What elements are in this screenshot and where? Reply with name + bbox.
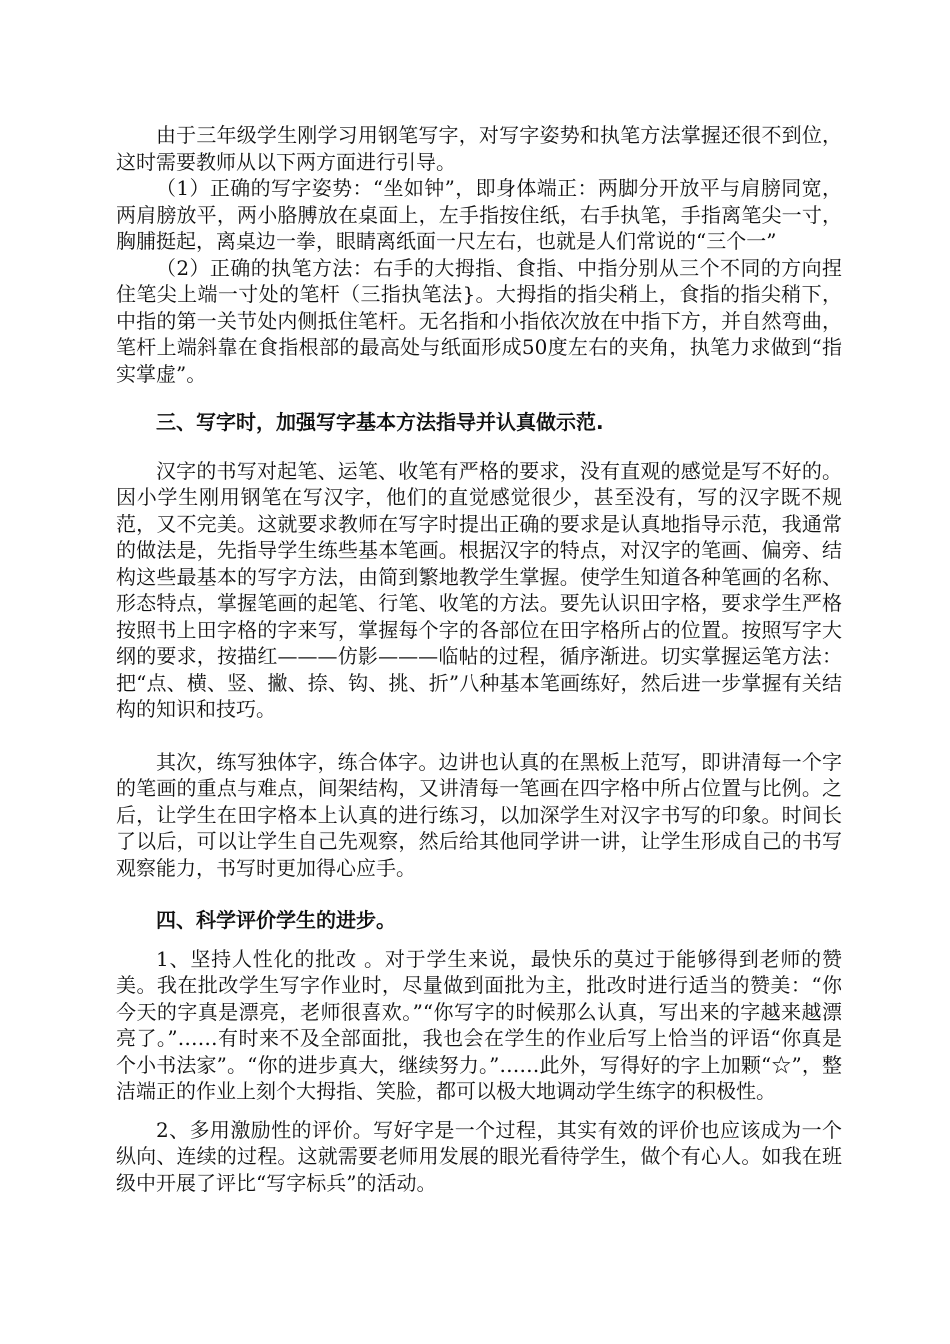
- paragraph-pen-grip: （2）正确的执笔方法：右手的大拇指、食指、中指分别从三个不同的方向捏住笔尖上端一寸处的笔杆（三指执笔法}。大拇指的指尖稍上，食指的指尖稍下，中指的第一关节处内侧抵住笔杆。无名指和小指依次放在中指下方，并自然弯曲，笔杆上端斜靠在食指根部的最高处与纸面形成50度左右的夹角，执笔力求做到“指实掌虚”。: [116, 255, 842, 386]
- spacer: [116, 1105, 842, 1117]
- paragraph-character-practice: 其次，练写独体字，练合体字。边讲也认真的在黑板上范写，即讲清每一个字的笔画的重点与难点，间架结构，又讲清每一笔画在四字格中所占位置与比例。之后，让学生在田字格本上认真的进行练习，以加深学生对汉字书写的印象。时间长了以后，可以让学生自己先观察，然后给其他同学讲一讲，让学生形成自己的书写观察能力，书写时更加得心应手。: [116, 749, 842, 880]
- paragraph-humanized-grading: 1、坚持人性化的批改 。对于学生来说，最快乐的莫过于能够得到老师的赞美。我在批改学生写字作业时，尽量做到面批为主，批改时进行适当的赞美：“你今天的字真是漂亮，老师很喜欢。”“你写字的时候那么认真，写出来的字越来越漂亮了。”……有时来不及全部面批，我也会在学生的作业后写上恰当的评语“你真是个小书法家”。“你的进步真大，继续努力。”……此外，写得好的字上加颗“☆”，整洁端正的作业上刻个大拇指、笑脸，都可以极大地调动学生练字的积极性。: [116, 946, 842, 1103]
- paragraph-basic-strokes: 汉字的书写对起笔、运笔、收笔有严格的要求，没有直观的感觉是写不好的。因小学生刚用钢笔在写汉字，他们的直觉感觉很少，甚至没有，写的汉字既不规范，又不完美。这就要求教师在写字时提出正确的要求是认真地指导示范，我通常的做法是，先指导学生练些基本笔画。根据汉字的特点，对汉字的笔画、偏旁、结构这些最基本的写字方法，由简到繁地教学生掌握。使学生知道各种笔画的名称、形态特点，掌握笔画的起笔、行笔、收笔的方法。要先认识田字格，要求学生严格按照书上田字格的字来写，掌握每个字的各部位在田字格所占的位置。按照写字大纲的要求，按描红———仿影———临帖的过程，循序渐进。切实掌握运笔方法：把“点、横、竖、撇、捺、钩、挑、折”八种基本笔画练好，然后进一步掌握有关结构的知识和技巧。: [116, 458, 842, 721]
- document-page: [116, 122, 842, 1196]
- section-heading-three: 三、写字时，加强写字基本方法指导并认真做示范.: [156, 410, 604, 434]
- spacer: [116, 436, 842, 458]
- paragraph-intro: 由于三年级学生刚学习用钢笔写字，对写字姿势和执笔方法掌握还很不到位，这时需要教师从以下两方面进行引导。: [116, 123, 842, 174]
- spacer: [116, 881, 842, 907]
- spacer: [116, 934, 842, 946]
- paragraph-motivational-evaluation: 2、多用激励性的评价。写好字是一个过程，其实有效的评价也应该成为一个纵向、连续的过程。这就需要老师用发展的眼光看待学生，做个有心人。如我在班级中开展了评比“写字标兵”的活动。: [116, 1117, 842, 1195]
- spacer: [116, 723, 842, 749]
- spacer: [116, 387, 842, 409]
- section-heading-four: 四、科学评价学生的进步。: [156, 908, 396, 932]
- paragraph-writing-posture: （1）正确的写字姿势：“坐如钟”，即身体端正：两脚分开放平与肩膀同宽，两肩膀放平，两小胳膊放在桌面上，左手指按住纸，右手执笔，手指离笔尖一寸，胸脯挺起，离桌边一拳，眼睛离纸面一尺左右，也就是人们常说的“三个一”: [116, 176, 842, 253]
